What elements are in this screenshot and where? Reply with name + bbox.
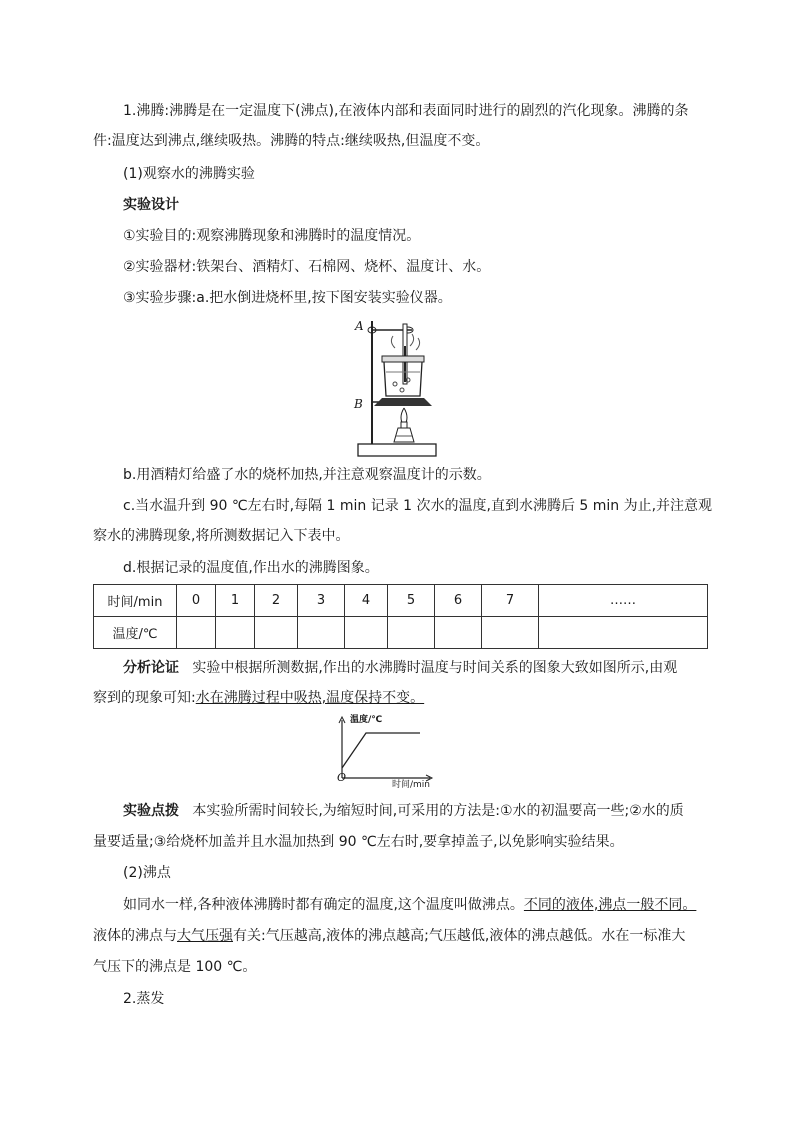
text-line: 察水的沸腾现象,将所测数据记入下表中。: [93, 528, 350, 544]
tips-line-2: 量要适量;③给烧杯加盖并且水温加热到 90 ℃左右时,要拿掉盖子,以免影响实验结果。: [93, 834, 624, 850]
underlined-span: 大气压强: [177, 928, 233, 944]
step-b: b.用酒精灯给盛了水的烧杯加热,并注意观察温度计的示数。: [123, 467, 491, 483]
table-cell: 4: [345, 585, 388, 617]
table-cell: [539, 617, 708, 649]
text-line: 1.沸腾:沸腾是在一定温度下(沸点),在液体内部和表面同时进行的剧烈的汽化现象。沸腾的条: [123, 103, 689, 119]
text-span: 有关:气压越高,液体的沸点越高;气压越低,液体的沸点越低。水在一标准大: [233, 928, 686, 944]
boiling-point-line: [123, 890, 696, 920]
table-header-time: 时间/min: [94, 585, 177, 617]
intro-paragraph: [93, 96, 713, 156]
table-row: [94, 585, 708, 617]
graph-origin: O: [337, 771, 347, 784]
label-b: B: [354, 397, 363, 411]
table-header-temp: 温度/℃: [94, 617, 177, 649]
analysis-conclusion: [93, 683, 424, 713]
table-cell: [482, 617, 539, 649]
text-span: 如同水一样,各种液体沸腾时都有确定的温度,这个温度叫做沸点。: [123, 897, 524, 913]
tips-line: [123, 796, 684, 826]
table-cell: [388, 617, 435, 649]
step-d: d.根据记录的温度值,作出水的沸腾图象。: [123, 560, 379, 576]
graph-ylabel: 温度/℃: [350, 715, 383, 725]
table-cell: 3: [298, 585, 345, 617]
table-cell: 5: [388, 585, 435, 617]
step-c: [93, 491, 713, 551]
text-line: c.当水温升到 90 ℃左右时,每隔 1 min 记录 1 次水的温度,直到水沸腾后 5 min 为止,并注意观: [123, 498, 713, 514]
tips-text: 本实验所需时间较长,为缩短时间,可采用的方法是:①水的初温要高一些;②水的质: [192, 803, 684, 819]
boiling-point-line-2: [93, 921, 685, 951]
apparatus-figure: [350, 316, 450, 461]
heading-experiment-design: 实验设计: [123, 197, 179, 213]
section-evaporation: 2.蒸发: [123, 991, 165, 1007]
graph-xlabel: 时间/min: [392, 780, 431, 790]
step-procedure: ③实验步骤:a.把水倒进烧杯里,按下图安装实验仪器。: [123, 290, 452, 306]
table-cell: [435, 617, 482, 649]
data-table: [93, 584, 708, 649]
analysis-paragraph: [123, 653, 713, 683]
text-line: 件:温度达到沸点,继续吸热。沸腾的特点:继续吸热,但温度不变。: [93, 133, 490, 149]
table-cell: [345, 617, 388, 649]
table-cell: [255, 617, 298, 649]
table-cell: 0: [177, 585, 216, 617]
table-cell: 1: [216, 585, 255, 617]
heading-tips: 实验点拨: [123, 803, 179, 819]
step-purpose: ①实验目的:观察沸腾现象和沸腾时的温度情况。: [123, 228, 421, 244]
table-cell: ……: [539, 585, 708, 617]
table-cell: 7: [482, 585, 539, 617]
table-cell: 2: [255, 585, 298, 617]
heading-analysis: 分析论证: [123, 660, 179, 676]
text-span: 察到的现象可知:: [93, 690, 196, 706]
conclusion-underlined: 水在沸腾过程中吸热,温度保持不变。: [195, 690, 425, 706]
analysis-text: 实验中根据所测数据,作出的水沸腾时温度与时间关系的图象大致如图所示,由观: [192, 660, 678, 676]
subheading-boiling-experiment: (1)观察水的沸腾实验: [123, 166, 255, 182]
boiling-point-line-3: 气压下的沸点是 100 ℃。: [93, 959, 257, 975]
label-a: A: [355, 319, 364, 333]
table-cell: 6: [435, 585, 482, 617]
underlined-span: 不同的液体,沸点一般不同。: [523, 897, 697, 913]
table-row: [94, 617, 708, 649]
text-span: 液体的沸点与: [93, 928, 177, 944]
table-cell: [177, 617, 216, 649]
table-cell: [216, 617, 255, 649]
step-materials: ②实验器材:铁架台、酒精灯、石棉网、烧杯、温度计、水。: [123, 259, 491, 275]
table-cell: [298, 617, 345, 649]
text-line: [123, 653, 713, 683]
subheading-boiling-point: (2)沸点: [123, 865, 171, 881]
